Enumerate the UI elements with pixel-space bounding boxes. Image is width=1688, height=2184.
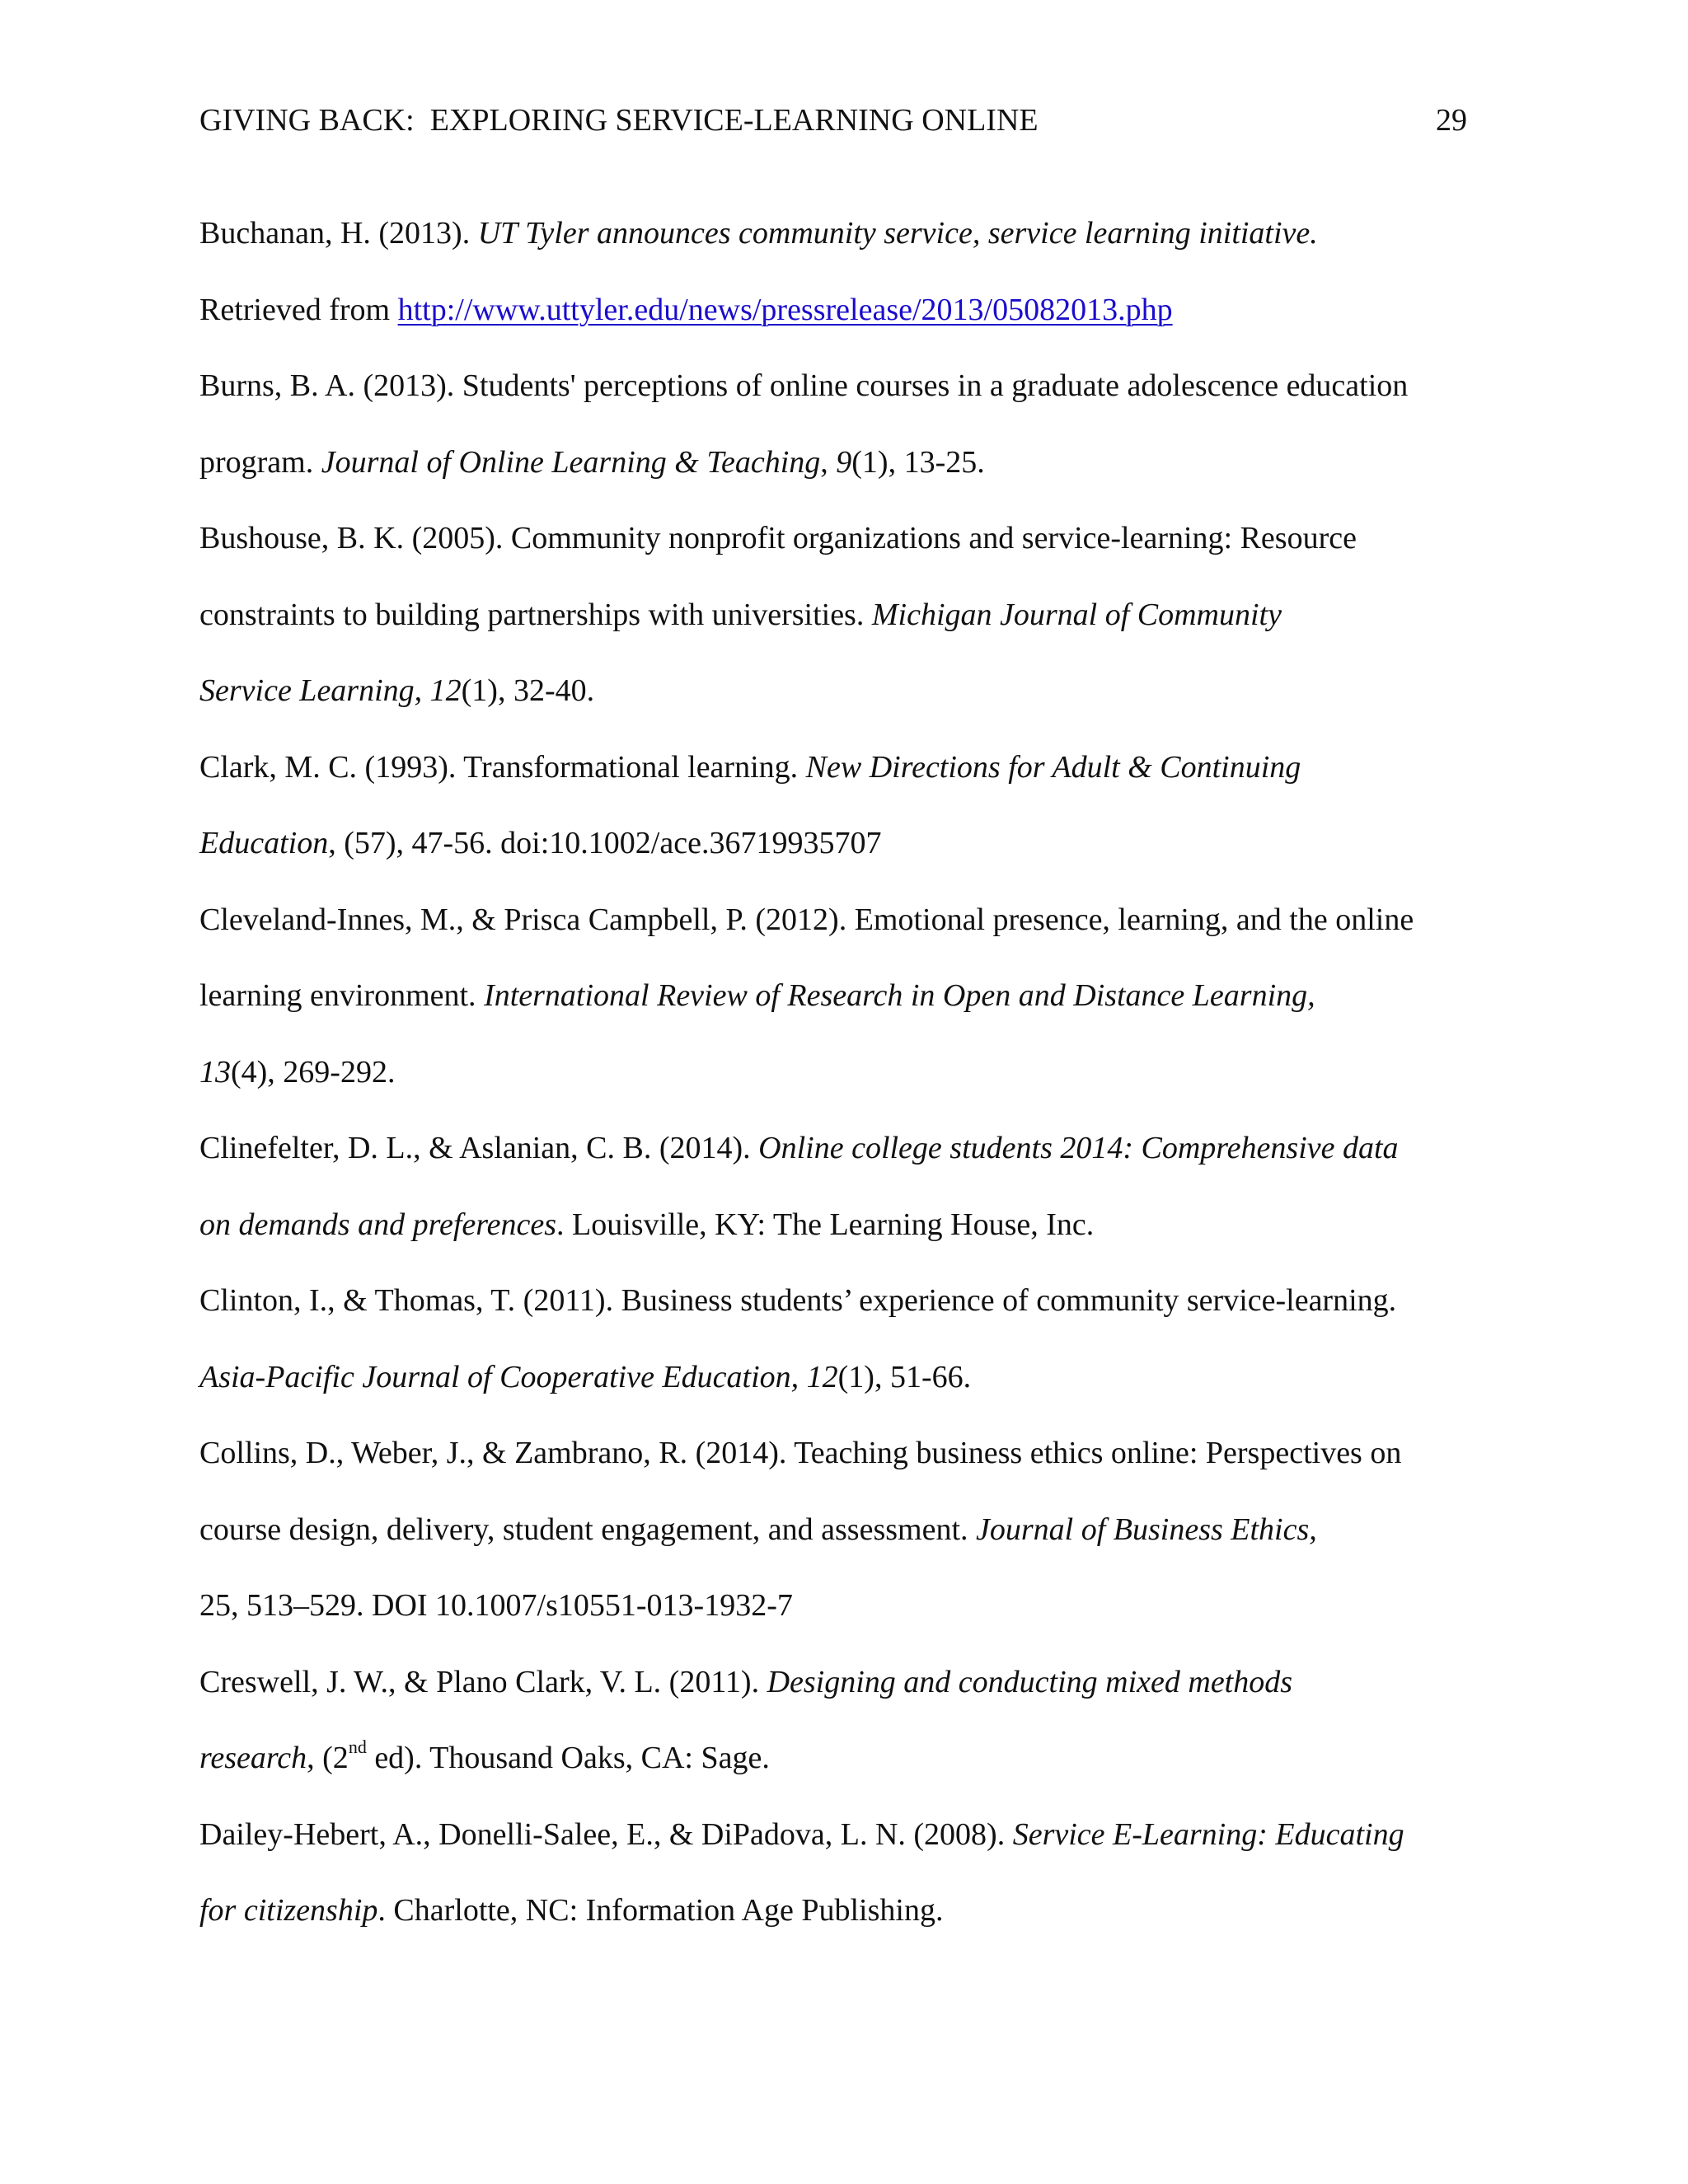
reference-text: Dailey-Hebert, A., Donelli-Salee, E., & DiPadova, L. N. (2008).	[199, 1816, 1013, 1852]
reference-text: ,	[820, 444, 837, 480]
reference-url-link[interactable]: http://www.uttyler.edu/news/pressrelease/2013/05082013.php	[397, 292, 1173, 327]
reference-entry	[199, 348, 1518, 500]
reference-line	[199, 424, 1518, 501]
reference-line	[199, 195, 1518, 272]
italic-title-text: Service Learning, 12	[199, 673, 462, 708]
reference-line	[199, 1872, 1518, 1949]
reference-text: Retrieved from	[199, 292, 398, 327]
italic-title-text: Service E-Learning: Educating	[1012, 1816, 1404, 1852]
reference-text: Collins, D., Weber, J., & Zambrano, R. (2014). Teaching business ethics online: Perspectives on	[199, 1436, 1402, 1470]
reference-entry	[199, 729, 1518, 882]
superscript-text: nd	[348, 1736, 367, 1758]
reference-line	[199, 1720, 1518, 1797]
reference-line	[199, 1034, 1518, 1111]
italic-title-text: Designing and conducting mixed methods	[767, 1664, 1293, 1699]
italic-title-text: Journal of Online Learning & Teaching	[321, 444, 821, 480]
italic-title-text: 9	[836, 444, 852, 480]
reference-text: constraints to building partnerships with universities.	[199, 597, 872, 632]
reference-text: . Louisville, KY: The Learning House, Inc.	[556, 1207, 1095, 1242]
reference-entry	[199, 1644, 1518, 1797]
reference-text: program.	[199, 444, 321, 480]
reference-line	[199, 653, 1518, 729]
italic-title-text: Online college students 2014: Comprehensive data	[758, 1131, 1399, 1165]
italic-title-text: Education	[199, 826, 329, 860]
reference-line	[199, 1339, 1518, 1416]
reference-entry	[199, 195, 1518, 348]
reference-text: learning environment.	[199, 978, 485, 1013]
reference-text: (1), 32-40.	[461, 673, 595, 708]
reference-line	[199, 958, 1518, 1034]
reference-text: (1), 13-25.	[851, 444, 985, 480]
reference-line	[199, 272, 1518, 349]
reference-text: , (57), 47-56. doi:10.1002/ace.36719935707	[328, 826, 882, 860]
reference-line	[199, 500, 1518, 577]
italic-title-text: 13	[199, 1054, 231, 1090]
reference-text: , (2	[307, 1741, 349, 1775]
reference-text: course design, delivery, student engagement, and assessment.	[199, 1511, 977, 1547]
reference-line	[199, 348, 1518, 424]
running-head-title: GIVING BACK: EXPLORING SERVICE-LEARNING ONLINE	[199, 103, 1039, 138]
reference-line	[199, 577, 1518, 654]
italic-title-text: New Directions for Adult & Continuing	[805, 749, 1301, 785]
italic-title-text: Asia-Pacific Journal of Cooperative Education, 12	[199, 1359, 838, 1394]
italic-title-text: UT Tyler announces community service, service learning initiative.	[477, 216, 1318, 251]
reference-entry	[199, 1415, 1518, 1644]
reference-line	[199, 1644, 1518, 1721]
reference-line	[199, 1415, 1518, 1492]
italic-title-text: on demands and preferences	[199, 1207, 557, 1242]
reference-line	[199, 882, 1518, 958]
italic-title-text: International Review of Research in Open and Distance Learning,	[484, 978, 1315, 1013]
reference-entry	[199, 1797, 1518, 1949]
reference-line	[199, 1110, 1518, 1187]
reference-text: Clinton, I., & Thomas, T. (2011). Business students’ experience of community service-learning.	[199, 1283, 1397, 1318]
reference-line	[199, 1568, 1518, 1644]
reference-entry	[199, 1110, 1518, 1263]
reference-list	[199, 195, 1518, 1949]
reference-line	[199, 805, 1518, 882]
reference-entry	[199, 1263, 1518, 1415]
reference-text: Creswell, J. W., & Plano Clark, V. L. (2011).	[199, 1664, 767, 1699]
reference-text: Cleveland-Innes, M., & Prisca Campbell, P. (2012). Emotional presence, learning, and the online	[199, 902, 1414, 937]
reference-text: Clark, M. C. (1993). Transformational learning.	[199, 749, 806, 785]
reference-text: Buchanan, H. (2013).	[199, 216, 478, 251]
italic-title-text: research	[199, 1741, 307, 1775]
page-number: 29	[1436, 103, 1467, 138]
italic-title-text: for citizenship	[199, 1893, 378, 1928]
reference-line	[199, 729, 1518, 806]
italic-title-text: Michigan Journal of Community	[871, 597, 1282, 632]
reference-entry	[199, 500, 1518, 729]
reference-text: 25, 513–529. DOI 10.1007/s10551-013-1932-7	[199, 1588, 793, 1623]
reference-line	[199, 1797, 1518, 1873]
reference-text: . Charlotte, NC: Information Age Publishing.	[377, 1893, 944, 1928]
reference-text: (4), 269-292.	[231, 1054, 396, 1090]
italic-title-text: Journal of Business Ethics,	[976, 1511, 1317, 1547]
reference-line	[199, 1492, 1518, 1568]
running-header	[199, 97, 1467, 143]
reference-line	[199, 1263, 1518, 1339]
reference-text: Burns, B. A. (2013). Students' perceptions of online courses in a graduate adolescence education	[199, 368, 1409, 403]
reference-text: Bushouse, B. K. (2005). Community nonprofit organizations and service-learning: Resource	[199, 521, 1357, 555]
reference-text: (1), 51-66.	[837, 1359, 972, 1394]
reference-text: Clinefelter, D. L., & Aslanian, C. B. (2014).	[199, 1131, 759, 1165]
reference-line	[199, 1187, 1518, 1263]
reference-entry	[199, 882, 1518, 1111]
reference-text: ed). Thousand Oaks, CA: Sage.	[366, 1741, 770, 1775]
